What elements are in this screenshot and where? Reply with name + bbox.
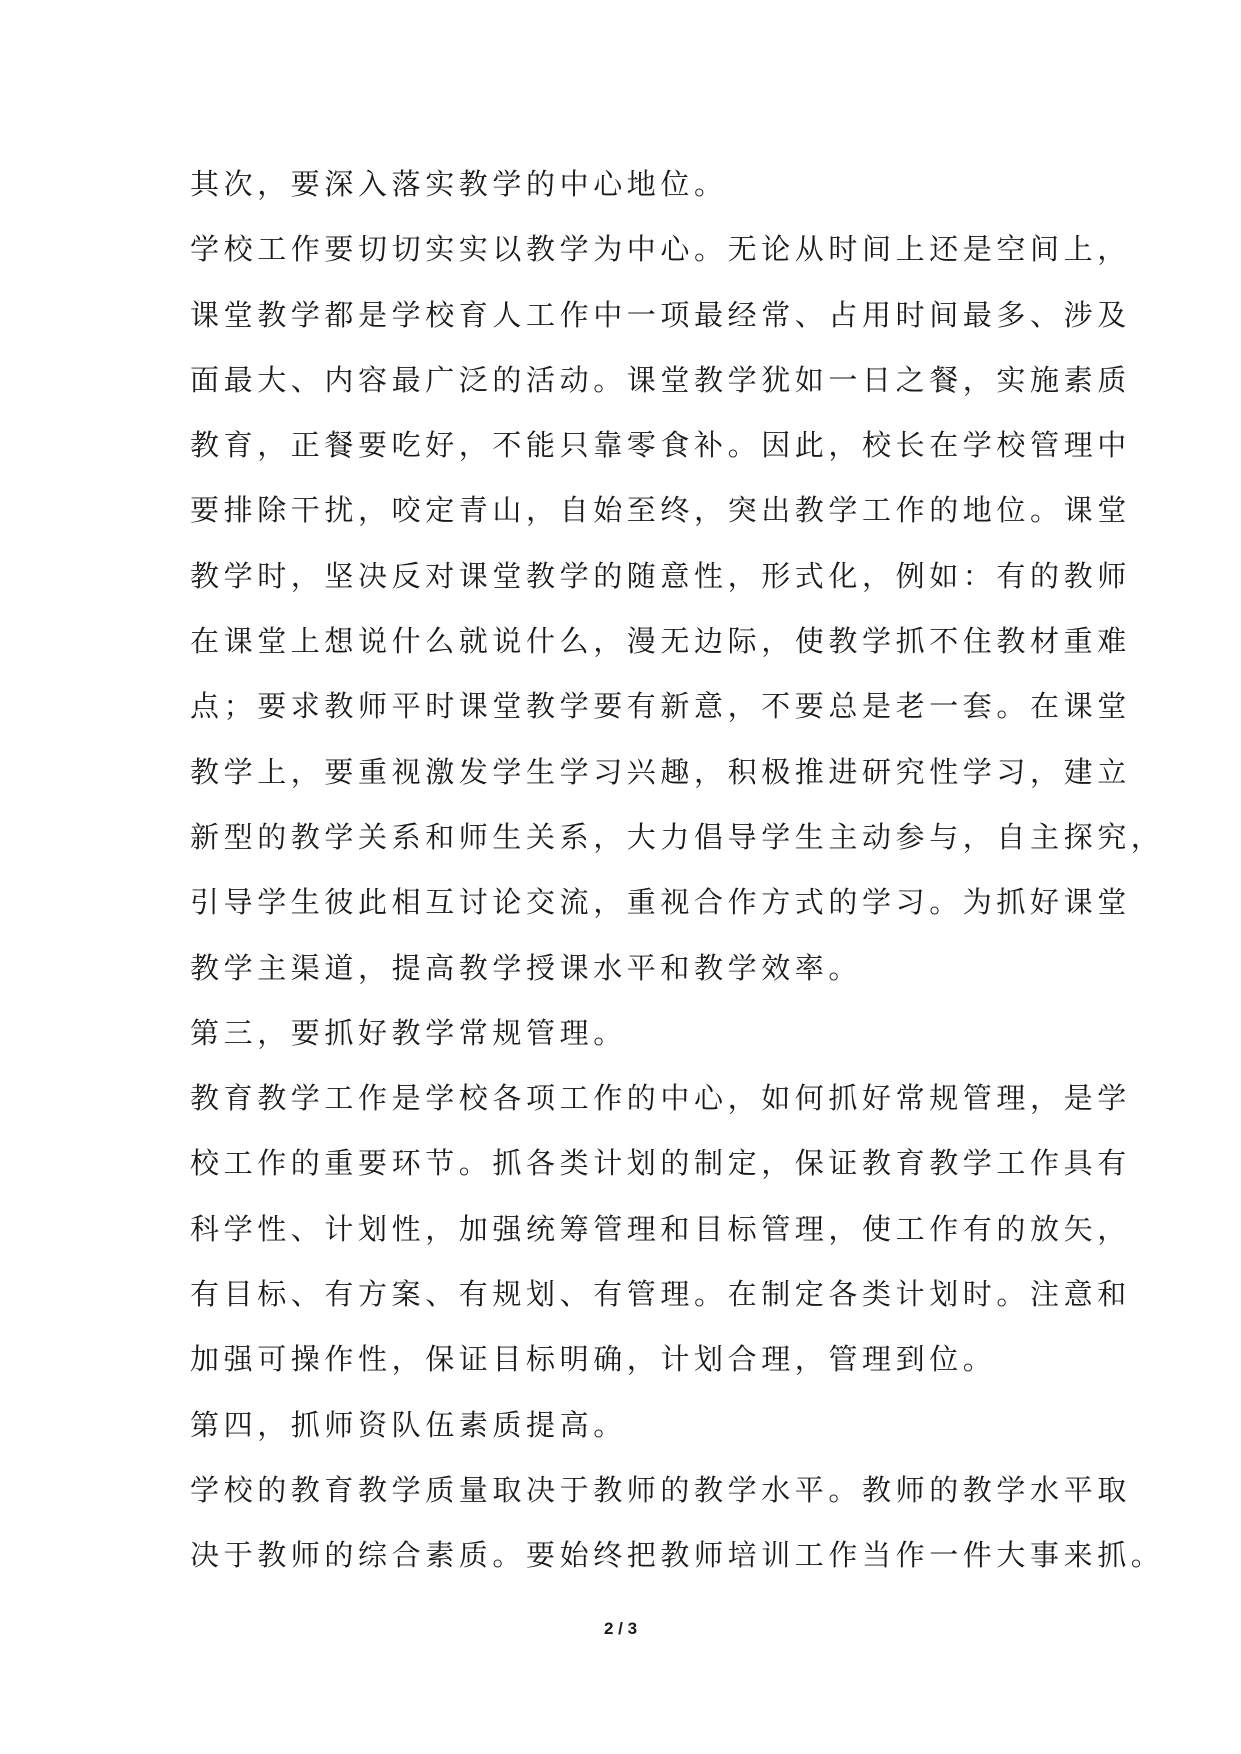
page-number: 2 / 3: [603, 1619, 638, 1638]
text-line: 新型的教学关系和师生关系，大力倡导学生主动参与，自主探究，: [190, 819, 1165, 854]
text-line: 其次，要深入落实教学的中心地位。: [190, 167, 728, 201]
text-line: 教育教学工作是学校各项工作的中心，如何抓好常规管理，是学: [190, 1081, 1131, 1116]
text-line: 决于教师的综合素质。要始终把教师培训工作当作一件大事来抓。: [190, 1538, 1165, 1573]
text-line: 教学时，坚决反对课堂教学的随意性，形式化，例如：有的教师: [190, 558, 1131, 593]
text-line: 教育，正餐要吃好，不能只靠零食补。因此，校长在学校管理中: [190, 428, 1131, 463]
text-line: 要排除干扰，咬定青山，自始至终，突出教学工作的地位。课堂: [190, 493, 1131, 528]
text-line: 引导学生彼此相互讨论交流，重视合作方式的学习。为抓好课堂: [190, 885, 1131, 920]
text-line: 有目标、有方案、有规划、有管理。在制定各类计划时。注意和: [190, 1277, 1131, 1312]
text-line: 教学上，要重视激发学生学习兴趣，积极推进研究性学习，建立: [190, 754, 1131, 789]
text-line: 面最大、内容最广泛的活动。课堂教学犹如一日之餐，实施素质: [190, 362, 1131, 397]
text-line: 学校的教育教学质量取决于教师的教学水平。教师的教学水平取: [190, 1472, 1131, 1507]
text-line: 校工作的重要环节。抓各类计划的制定，保证教育教学工作具有: [190, 1146, 1131, 1181]
text-line: 科学性、计划性，加强统筹管理和目标管理，使工作有的放矢，: [190, 1211, 1131, 1246]
text-line: 教学主渠道，提高教学授课水平和教学效率。: [190, 950, 863, 985]
document-body: [190, 152, 1165, 1589]
text-line: 学校工作要切切实实以教学为中心。无论从时间上还是空间上，: [190, 232, 1131, 267]
text-line: 在课堂上想说什么就说什么，漫无边际，使教学抓不住教材重难: [190, 624, 1131, 659]
text-line: 加强可操作性，保证目标明确，计划合理，管理到位。: [190, 1342, 997, 1377]
text-line: 课堂教学都是学校育人工作中一项最经常、占用时间最多、涉及: [190, 297, 1131, 332]
text-line: 第三，要抓好教学常规管理。: [190, 1015, 627, 1050]
text-line: 第四，抓师资队伍素质提高。: [190, 1407, 627, 1442]
text-line: 点；要求教师平时课堂教学要有新意，不要总是老一套。在课堂: [190, 689, 1131, 724]
